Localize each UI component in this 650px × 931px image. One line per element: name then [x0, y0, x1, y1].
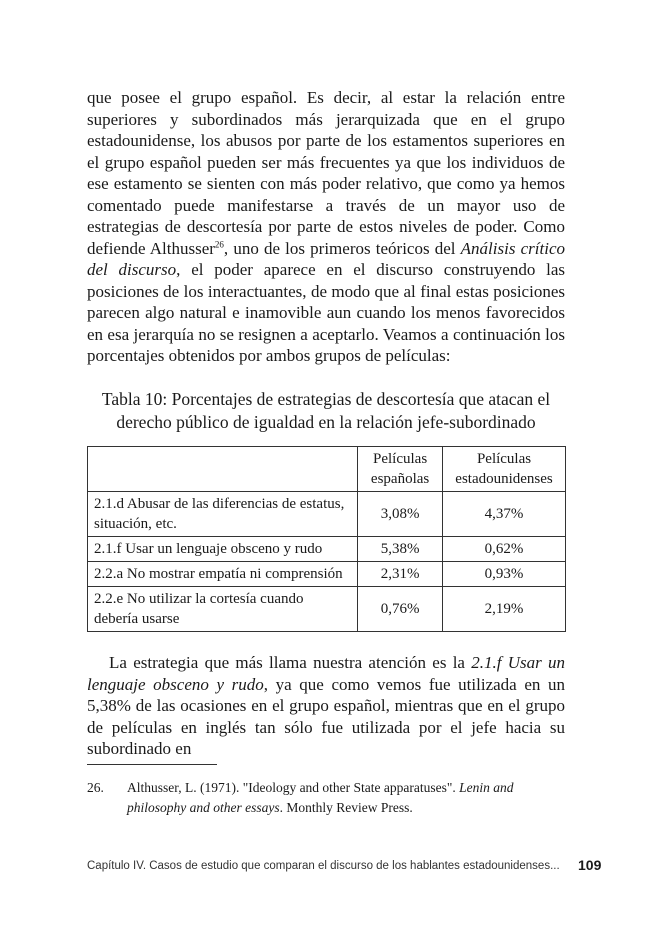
strategy-label: 2.1.f Usar un lenguaje obsceno y rudo	[88, 537, 358, 562]
italic-term: 2.1.f Usar un lenguaje obsceno y rudo	[87, 653, 565, 694]
running-footer: Capítulo IV. Casos de estudio que comparan el discurso de los hablantes estadounidenses...	[87, 860, 560, 872]
header-text: españolas	[370, 471, 430, 487]
us-percent: 0,93%	[443, 562, 566, 587]
header-cell-us	[443, 447, 566, 492]
paragraph-text: que posee el grupo español. Es decir, al estar la relación entre superiores y subordinados más jerarquizada que en el grupo estadounidense, los abusos por parte de los estamentos superiores en el grupo español pueden ser más frecuentes ya que los individuos de ese estamento se sienten con más poder relativo, que como ya hemos comentado puede manifestarse a través de un mayor uso de estrategias de descortesía por parte de estos niveles de poder. Como defiende Althusser	[87, 88, 565, 258]
paragraph-text: , ya que como vemos fue utilizada en un 5,38% de las ocasiones en el grupo español, mientras que en el grupo de películas en inglés tan sólo fue utilizada por el jefe hacia su subordinado en	[87, 674, 565, 758]
us-percent: 0,62%	[443, 537, 566, 562]
spanish-percent: 3,08%	[358, 492, 443, 537]
spanish-percent: 0,76%	[358, 587, 443, 632]
paragraph-text: , el poder aparece en el discurso construyendo las posiciones de los interactuantes, de modo que al final estas posiciones parecen algo natural e inamovible aun cuando los menos favorecidos en esa jerarquía no se resignen a aceptarlo. Veamos a continuación los porcentajes obtenidos por ambos grupos de películas:	[87, 260, 565, 365]
body-paragraph-1	[87, 87, 565, 367]
paragraph-text: La estrategia que más llama nuestra atención es la	[109, 653, 472, 672]
header-text: Películas	[476, 451, 532, 467]
header-cell-empty	[88, 447, 358, 492]
footnote	[87, 778, 565, 818]
spanish-percent: 5,38%	[358, 537, 443, 562]
table-row	[88, 537, 566, 562]
table-header-row	[88, 447, 566, 492]
strategy-label: 2.2.e No utilizar la cortesía cuando debería usarse	[88, 587, 358, 632]
footnote-citation: Althusser, L. (1971). "Ideology and other State apparatuses".	[127, 780, 460, 795]
footnote-reference: 26	[214, 238, 224, 249]
page-number: 109	[578, 857, 602, 873]
strategies-table	[87, 446, 566, 632]
strategy-label: 2.2.a No mostrar empatía ni comprensión	[88, 562, 358, 587]
us-percent: 2,19%	[443, 587, 566, 632]
footnote-book-title: Lenin and philosophy and other essays	[127, 780, 514, 815]
footnote-number: 26.	[87, 780, 104, 795]
header-cell-spanish	[358, 447, 443, 492]
header-text: estadounidenses	[455, 471, 553, 487]
paragraph-text: , uno de los primeros teóricos del	[223, 238, 461, 258]
caption-line-2: derecho público de igualdad en la relación jefe-subordinado	[116, 412, 536, 432]
footnote-divider	[87, 764, 217, 765]
strategy-label: 2.1.d Abusar de las diferencias de estatus, situación, etc.	[88, 492, 358, 537]
body-paragraph-2	[87, 652, 565, 760]
spanish-percent: 2,31%	[358, 562, 443, 587]
table-caption	[87, 388, 565, 434]
caption-line-1: Tabla 10: Porcentajes de estrategias de descortesía que atacan el	[101, 389, 551, 409]
table-row	[88, 587, 566, 632]
us-percent: 4,37%	[443, 492, 566, 537]
footnote-publisher: . Monthly Review Press.	[279, 800, 413, 815]
table-row	[88, 562, 566, 587]
table-row	[88, 492, 566, 537]
header-text: Películas	[373, 451, 428, 467]
italic-term: Análisis crítico del discurso	[87, 238, 565, 279]
footnote-text	[127, 778, 565, 818]
